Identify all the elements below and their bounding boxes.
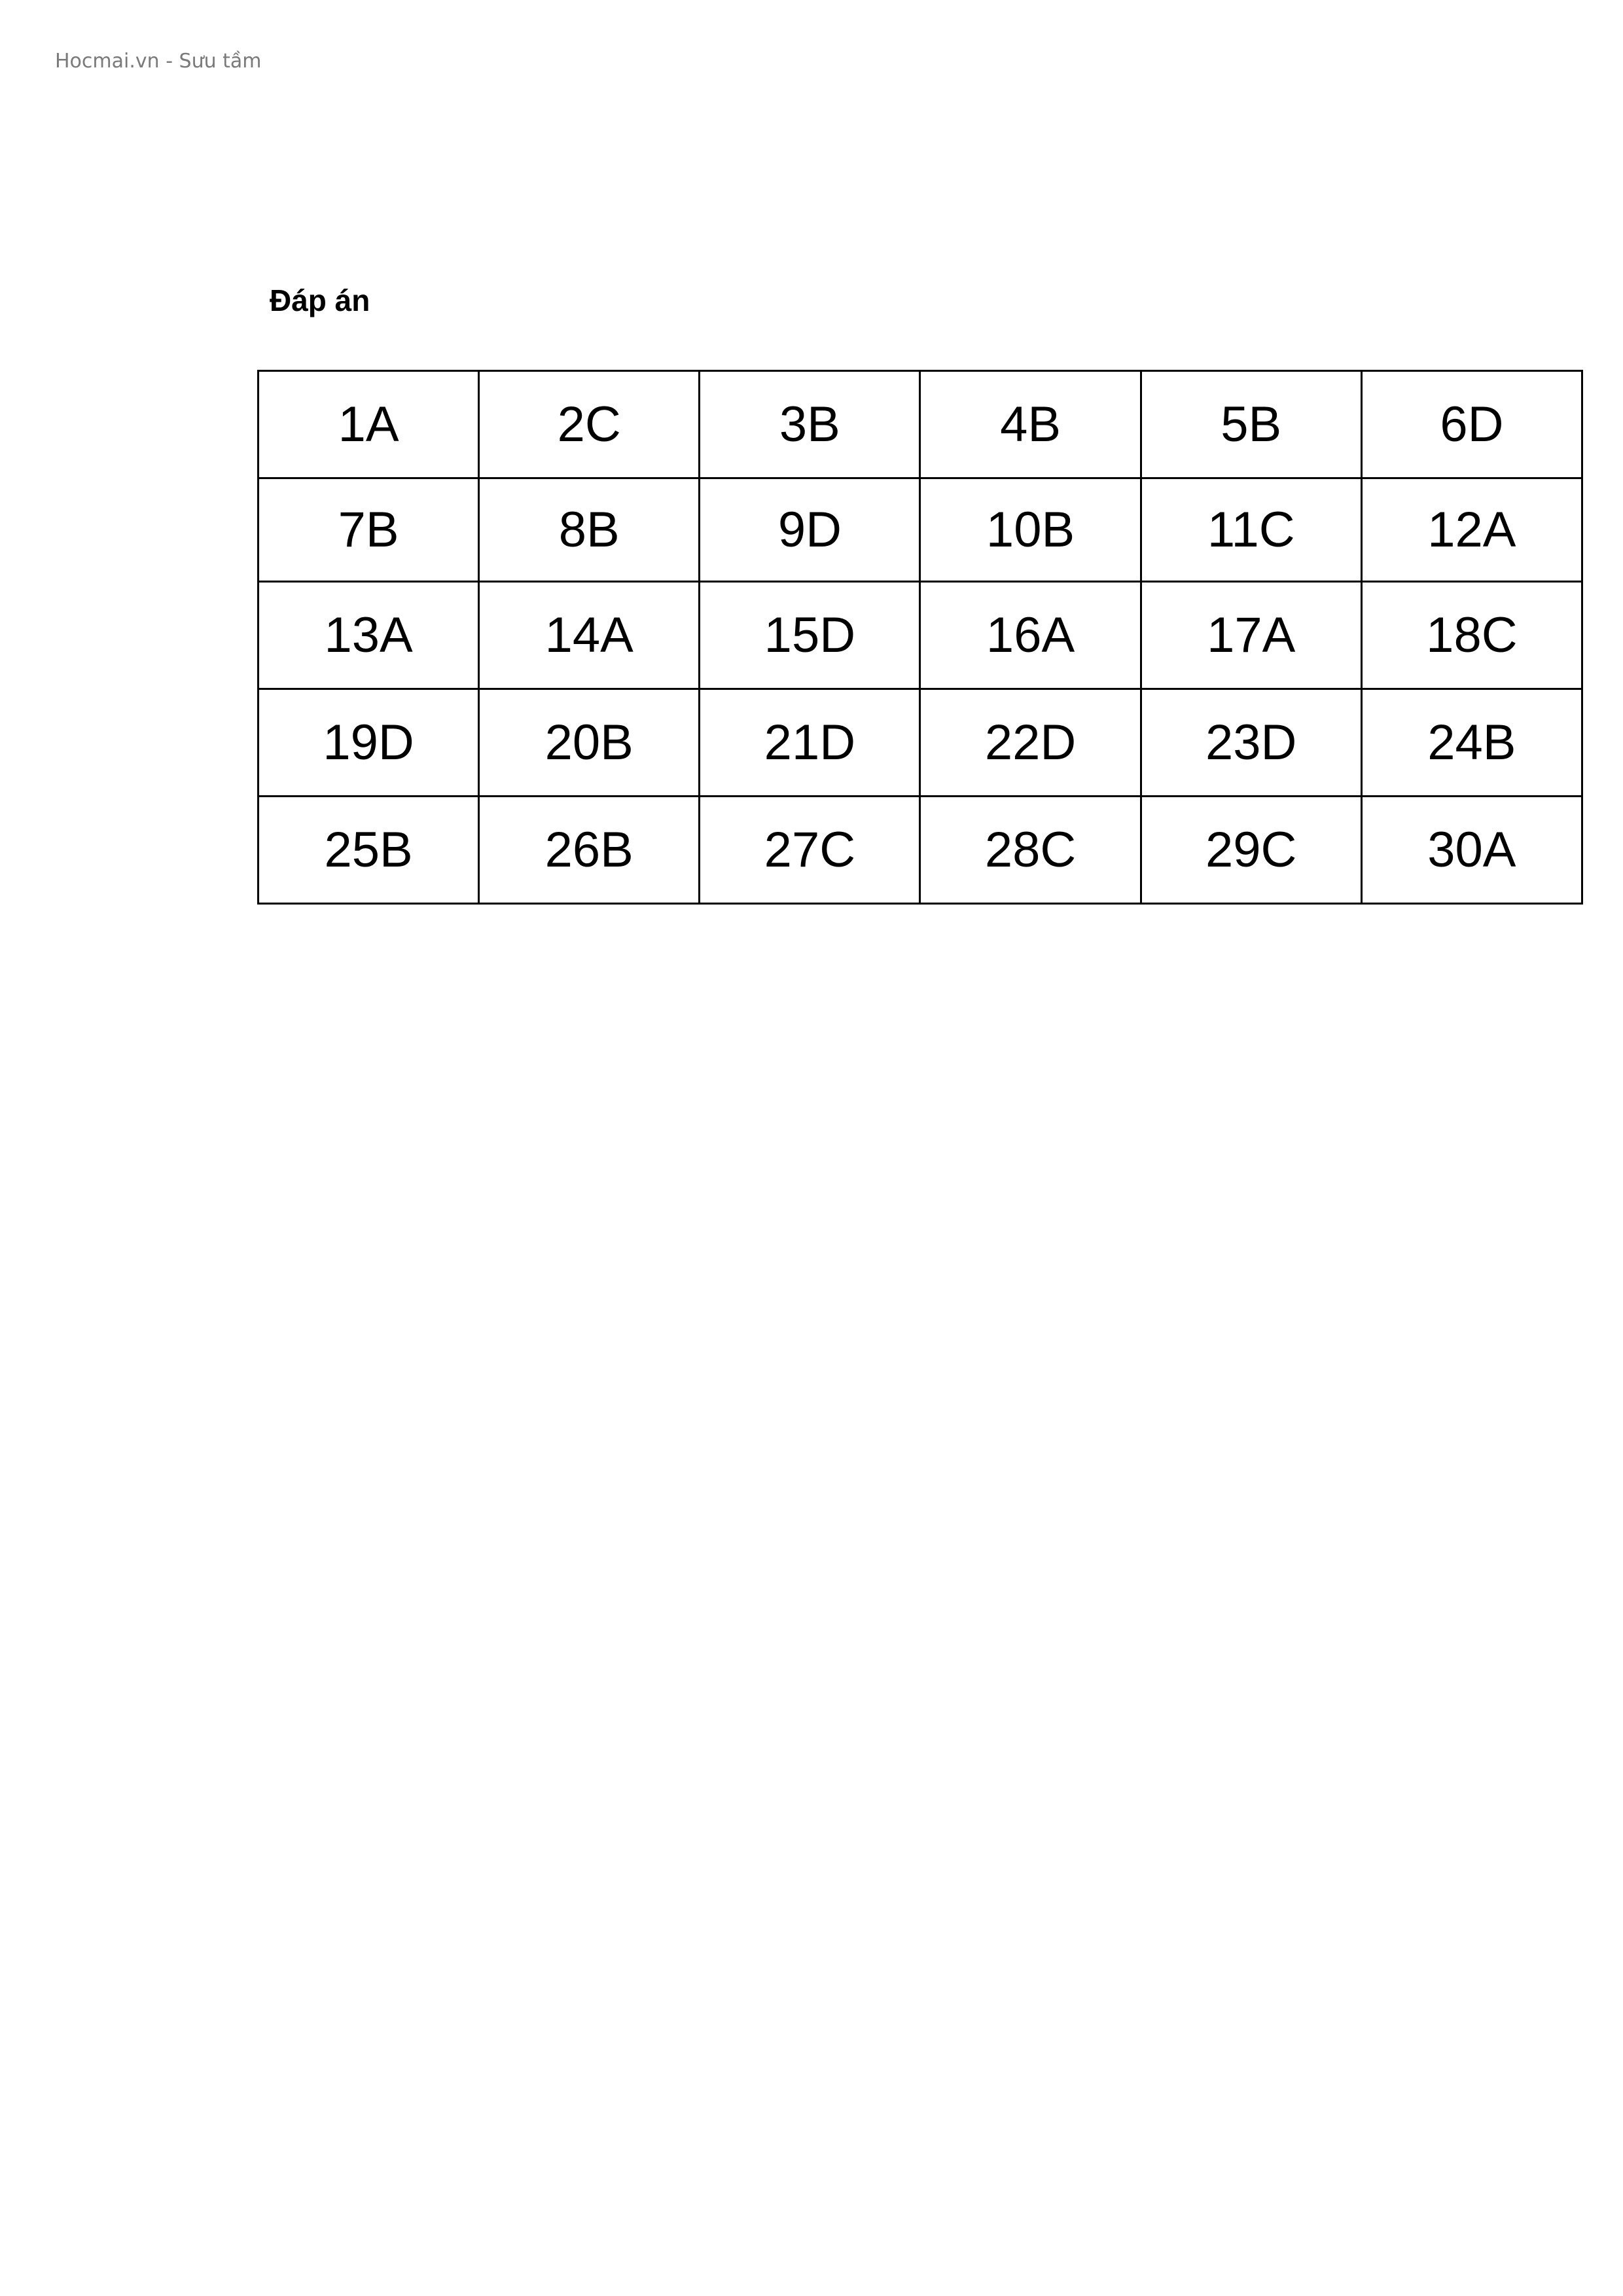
answer-cell: 13A <box>259 582 479 689</box>
answer-cell: 26B <box>479 797 700 904</box>
answer-cell: 4B <box>920 371 1141 478</box>
answer-cell: 3B <box>700 371 920 478</box>
answer-cell: 9D <box>700 478 920 582</box>
answer-cell: 24B <box>1361 689 1582 797</box>
answer-cell: 23D <box>1141 689 1361 797</box>
table-row <box>259 371 1582 478</box>
answer-cell: 27C <box>700 797 920 904</box>
table-row <box>259 478 1582 582</box>
table-row <box>259 689 1582 797</box>
table-row <box>259 582 1582 689</box>
answer-cell: 11C <box>1141 478 1361 582</box>
answer-cell: 14A <box>479 582 700 689</box>
answer-cell: 10B <box>920 478 1141 582</box>
answer-key-table <box>257 370 1583 905</box>
answer-cell: 22D <box>920 689 1141 797</box>
answer-cell: 1A <box>259 371 479 478</box>
answer-cell: 25B <box>259 797 479 904</box>
answer-cell: 20B <box>479 689 700 797</box>
answer-cell: 30A <box>1361 797 1582 904</box>
answer-key-title: Đáp án <box>270 283 370 317</box>
answer-cell: 15D <box>700 582 920 689</box>
answer-cell: 8B <box>479 478 700 582</box>
answer-cell: 28C <box>920 797 1141 904</box>
answer-cell: 17A <box>1141 582 1361 689</box>
answer-cell: 16A <box>920 582 1141 689</box>
answer-cell: 19D <box>259 689 479 797</box>
source-watermark: Hocmai.vn - Sưu tầm <box>55 50 262 73</box>
answer-cell: 29C <box>1141 797 1361 904</box>
answer-cell: 5B <box>1141 371 1361 478</box>
answer-cell: 21D <box>700 689 920 797</box>
answer-cell: 2C <box>479 371 700 478</box>
answer-cell: 12A <box>1361 478 1582 582</box>
answer-cell: 7B <box>259 478 479 582</box>
table-row <box>259 797 1582 904</box>
answer-cell: 18C <box>1361 582 1582 689</box>
answer-cell: 6D <box>1361 371 1582 478</box>
